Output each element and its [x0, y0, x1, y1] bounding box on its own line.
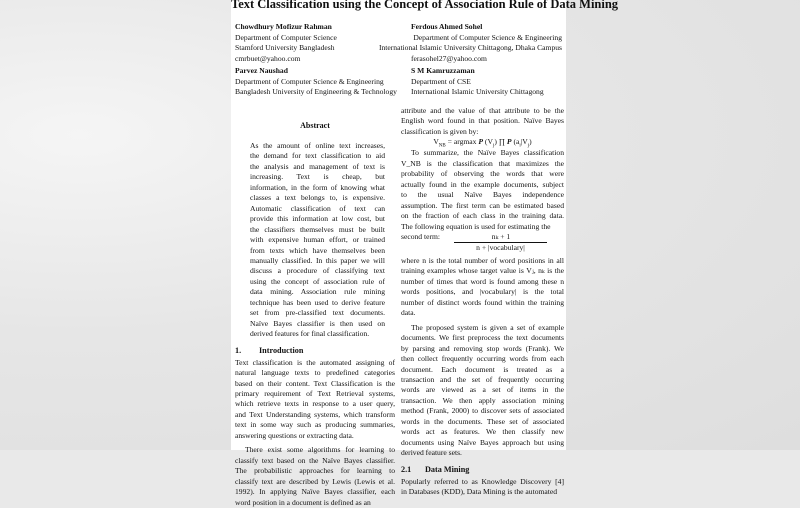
text-line: provide this information at low cost, but [250, 214, 385, 224]
right-column [401, 106, 564, 498]
text-line: the analysis and management of text is [250, 161, 385, 171]
text-line: manually classified. In this paper we will [250, 255, 385, 265]
text-line: classes a text belongs to, is expensive. [250, 193, 385, 203]
data-mining-paragraph [401, 477, 564, 498]
author-name: Ferdous Ahmed Sohel [411, 22, 483, 31]
text-line: Popularly referred to as Knowledge Discovery [4] [401, 476, 564, 486]
naive-bayes-formula: $V_{NB} = argmax$ P $(V_j)$ ∏ P $(a_i|V_j)$ [433, 137, 532, 149]
text-line: information, in the form of knowing what [250, 182, 385, 192]
text-line: number of distinct words found within the training [401, 297, 564, 307]
text-line: set from pre-classified text documents. [250, 308, 385, 318]
section-title: Introduction [259, 345, 304, 355]
text-line: data. [401, 308, 416, 318]
author-email: cmrbuet@yahoo.com [235, 53, 301, 63]
abstract-body [235, 141, 395, 340]
author-institution: International Islamic University Chittagong, Dhaka Campus [378, 43, 562, 53]
text-line: words positions, and |vocabulary| is the total [401, 287, 564, 297]
text-line: using the concept of association rule of [250, 276, 385, 286]
text-line: The probabilistic approaches for learning to [235, 466, 395, 476]
paper-title: Text Classification using the Concept of Association Rule of Data Mining [231, 0, 619, 11]
author-name: Parvez Naushad [235, 66, 288, 75]
text-line: 1992). In applying Naïve Bayes classifier, each [235, 487, 395, 497]
naive-bayes-paragraph [401, 106, 564, 137]
text-line: then collect frequently occurring words from each [401, 354, 564, 364]
author-institution: International Islamic University Chittagong [411, 87, 544, 97]
text-line: discuss a procedure of classifying text [250, 266, 385, 276]
author-block-1 [235, 22, 337, 64]
text-line: documents. We first preprocess the text documents [401, 333, 564, 343]
text-line: To summarize, the Naïve Bayes classification [411, 148, 564, 158]
text-line: answering questions or extracting data. [235, 430, 354, 440]
text-line: data mining. Association rule mining [250, 287, 385, 297]
where-paragraph [401, 256, 564, 319]
intro-paragraph-1 [235, 358, 395, 442]
text-line: The following equation is used for estimating the [401, 221, 551, 231]
section-2-1-heading [401, 465, 564, 477]
text-line: attribute and the value of that attribute to be the [401, 106, 564, 115]
proposed-system-paragraph [401, 323, 564, 459]
text-line: with expensive human effort, or trained [250, 235, 385, 245]
text-line: the demand for text classification to aid [250, 151, 385, 161]
text-line: derived features for final classification. [250, 329, 370, 339]
text-line: the classifiers themselves must be built [250, 224, 385, 234]
text-line: training examples whose target value is Vⱼ, nₖ is the [401, 266, 564, 276]
author-email: ferasohel27@yahoo.com [411, 53, 487, 63]
author-name: S M Kamruzzaman [411, 66, 475, 75]
author-name: Chowdhury Mofizur Rahman [235, 22, 332, 31]
text-line: document. Each document is treated as a [401, 364, 564, 374]
text-line: As the amount of online text increases, [250, 141, 385, 150]
text-line: transaction. We then apply association mining [401, 395, 564, 405]
text-line: from texts which have themselves been [250, 245, 385, 255]
author-institution: Stamford University Bangladesh [235, 43, 335, 53]
text-line: English word found in that position. Naïve Bayes [401, 116, 564, 126]
text-line: on the fraction of each class in the training data. [401, 211, 564, 221]
author-dept: Department of Computer Science [235, 32, 337, 42]
author-block-2 [377, 22, 562, 64]
abstract-heading: Abstract [300, 121, 330, 130]
text-line: classify text are described by Lewis (Lewis et al. [235, 476, 395, 486]
section-1-heading [235, 346, 395, 358]
text-line: in Databases (KDD), Data Mining is the automated [401, 487, 558, 497]
text-line: probability of observing the words that were [401, 169, 564, 179]
text-line: where n is the total number of word positions in all [401, 255, 564, 265]
text-line: technique has been used to derive feature [250, 297, 385, 307]
text-line: documents using Naïve Bayes approach but using [401, 437, 564, 447]
author-dept: Department of Computer Science & Engineering [235, 76, 384, 86]
text-line: transaction and the set of frequently occurring [401, 374, 564, 384]
text-line: There exist some algorithms for learning to [245, 445, 395, 455]
text-line: assumption. The first term can be estimated based [401, 200, 564, 210]
text-line: The proposed system is given a set of example [411, 322, 564, 332]
text-line: classification is given by: [401, 126, 479, 136]
text-line: by parsing and removing stop words (Frank). We [401, 343, 564, 353]
text-line: which retrieve texts in response to a user query, [235, 399, 395, 409]
text-line: Naïve Bayes classifier is then used on [250, 318, 385, 328]
text-line: words in the documents. These set of associated [401, 416, 564, 426]
text-line: Text classification is the automated assigning of [235, 357, 395, 367]
text-line: classify text based on the Naïve Bayes classifier. [235, 455, 395, 465]
text-line: primary requirement of Text Retrieval systems, [235, 388, 395, 398]
text-line: V_NB is the classification that maximizes the [401, 158, 564, 168]
text-line: derived feature sets. [401, 448, 462, 458]
text-line: to the usual Naïve Bayes independence [401, 190, 564, 200]
section-number: 2.1 [401, 464, 412, 474]
text-line: and Text Understanding systems, which transform [235, 409, 395, 419]
text-line: method (Frank, 2000) to discover sets of associated [401, 406, 564, 416]
text-line: natural language texts to predefined categories [235, 368, 395, 378]
summary-paragraph [401, 148, 564, 232]
author-dept: Department of CSE [411, 76, 471, 86]
text-line: Automatic classification of text can [250, 203, 385, 213]
text-line: based on their content. Text Classification is the [235, 378, 395, 388]
author-block-3 [235, 66, 397, 98]
text-line: words act as features. We then classify new [401, 427, 564, 437]
text-line: word position in a document is defined as an [235, 497, 371, 507]
text-line: words are viewed as a set of items in the [401, 385, 564, 395]
author-institution: Bangladesh University of Engineering & Technology [235, 87, 397, 97]
fraction-numerator: nₖ + 1 [491, 231, 511, 241]
author-dept: Department of Computer Science & Engineering [413, 32, 562, 42]
fraction-denominator: n + |vocabulary| [476, 242, 525, 252]
text-line: actually found in the example documents, subject [401, 179, 564, 189]
text-line: text in some way such as producing summaries, [235, 420, 395, 430]
intro-paragraph-2 [235, 445, 395, 508]
paper-page [231, 0, 619, 507]
section-number: 1. [235, 345, 242, 355]
text-line: number of times that word is found among these n [401, 276, 564, 286]
fraction-lead: second term: [401, 231, 441, 241]
estimate-fraction [401, 232, 564, 256]
section-title: Data Mining [425, 464, 470, 474]
author-block-4 [411, 66, 544, 98]
text-line: increasing. Text is cheap, but [250, 172, 385, 182]
